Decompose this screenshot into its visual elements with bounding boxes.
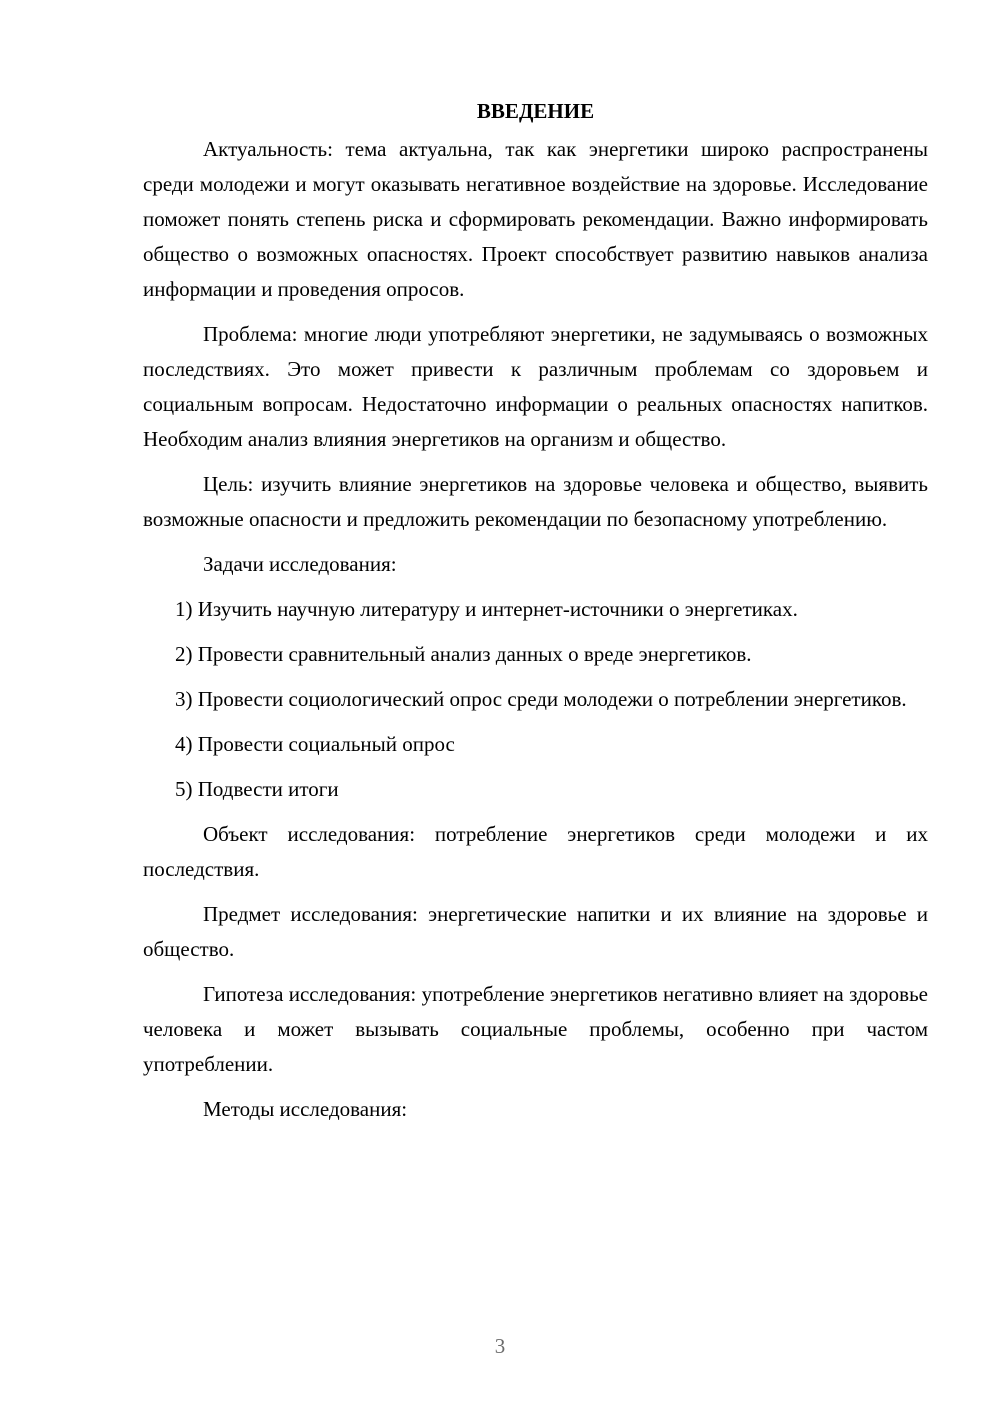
task-item-1: 1) Изучить научную литературу и интернет-источники о энергетиках.	[175, 597, 798, 621]
task-item-3: 3) Провести социологический опрос среди молодежи о потреблении энергетиков.	[175, 687, 907, 711]
hypothesis-paragraph: Гипотеза исследования: употребление энергетиков негативно влияет на здоровье человека и может вызывать социальные проблемы, особенно при частом употреблении.	[143, 982, 928, 1076]
page-number: 3	[494, 1334, 506, 1358]
task-item-4: 4) Провести социальный опрос	[175, 732, 455, 756]
task-item-5: 5) Подвести итоги	[175, 777, 339, 801]
goal-paragraph: Цель: изучить влияние энергетиков на здоровье человека и общество, выявить возможные опасности и предложить рекомендации по безопасному употреблению.	[143, 472, 928, 531]
task-item-2: 2) Провести сравнительный анализ данных о вреде энергетиков.	[175, 642, 752, 666]
tasks-title: Задачи исследования:	[203, 552, 397, 576]
problem-paragraph: Проблема: многие люди употребляют энергетики, не задумываясь о возможных последствиях. Это может привести к различным проблемам со здоровьем и социальным вопросам. Недостаточно информации о реальных опасностях напитков. Необходим анализ влияния энергетиков на организм и общество.	[143, 322, 928, 451]
relevance-paragraph: Актуальность: тема актуальна, так как энергетики широко распространены среди молодежи и могут оказывать негативное воздействие на здоровье. Исследование поможет понять степень риска и сформировать рекомендации. Важно информировать общество о возможных опасностях. Проект способствует развитию навыков анализа информации и проведения опросов.	[143, 137, 928, 301]
page-content	[143, 94, 928, 1137]
page-heading: ВВЕДЕНИЕ	[476, 99, 595, 123]
methods-title: Методы исследования:	[203, 1097, 408, 1121]
object-paragraph: Объект исследования: потребление энергетиков среди молодежи и их последствия.	[143, 822, 928, 881]
subject-paragraph: Предмет исследования: энергетические напитки и их влияние на здоровье и общество.	[143, 902, 928, 961]
